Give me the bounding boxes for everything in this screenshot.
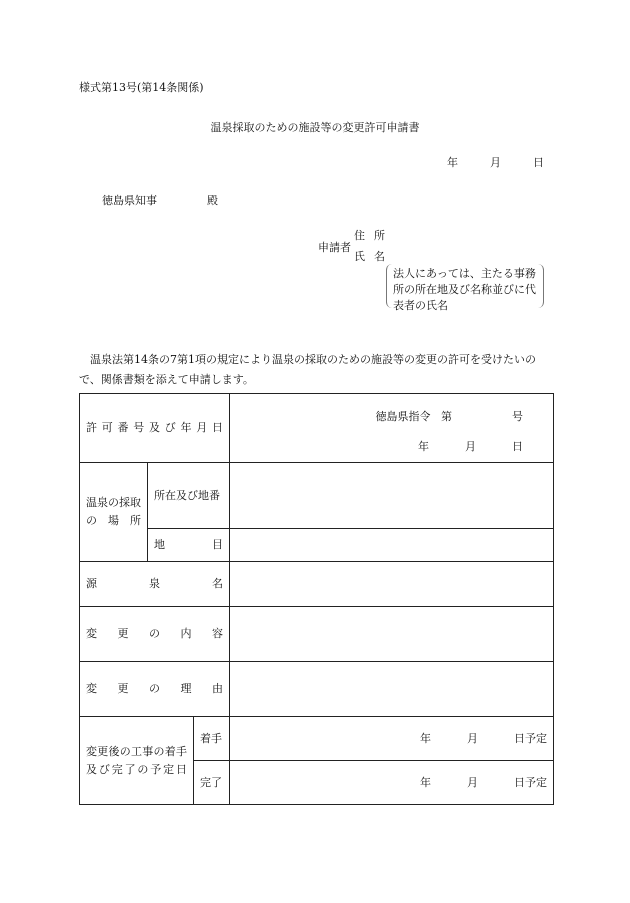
start-year: 年 bbox=[420, 731, 432, 745]
schedule-label-cell bbox=[80, 717, 194, 805]
permit-label: 許可番号及び年月日 bbox=[86, 421, 224, 434]
location-land-label: 地目 bbox=[154, 538, 224, 551]
permit-number-line bbox=[376, 408, 524, 426]
change-label: 変更の内容 bbox=[86, 627, 224, 640]
permit-date-line bbox=[418, 438, 523, 456]
location-address-label: 所在及び地番 bbox=[154, 488, 220, 502]
row-schedule-start bbox=[80, 717, 554, 761]
schedule-label-line2: 及び完了の予定日 bbox=[86, 762, 187, 776]
row-location-land bbox=[80, 529, 554, 562]
row-change bbox=[80, 607, 554, 662]
row-permit bbox=[80, 394, 554, 463]
schedule-end-label-cell bbox=[194, 761, 230, 805]
form-number: 様式第13号(第14条関係) bbox=[79, 81, 204, 94]
schedule-end-value bbox=[230, 761, 554, 805]
start-month: 月 bbox=[467, 731, 479, 745]
row-reason bbox=[80, 662, 554, 717]
permit-day: 日 bbox=[512, 440, 524, 453]
permit-month: 月 bbox=[465, 440, 477, 453]
schedule-label-line1: 変更後の工事の着手 bbox=[86, 744, 187, 758]
application-table bbox=[79, 393, 554, 805]
location-label-line2: の場所 bbox=[86, 514, 141, 527]
permit-label-cell bbox=[80, 394, 230, 463]
body-text: 温泉法第14条の7第1項の規定により温泉の採取のための施設等の変更の許可を受けたいので、関係書類を添えて申請します。 bbox=[79, 353, 536, 386]
start-day: 日予定 bbox=[514, 731, 548, 745]
source-label: 源泉名 bbox=[86, 577, 224, 590]
reason-value bbox=[230, 662, 554, 717]
end-day: 日予定 bbox=[514, 775, 548, 789]
location-land-label-cell bbox=[148, 529, 230, 562]
addressee: 徳島県知事 bbox=[102, 194, 157, 207]
applicant-name-label: 氏名 bbox=[354, 250, 394, 263]
permit-designation: 徳島県指令 bbox=[375, 410, 431, 423]
change-value bbox=[230, 607, 554, 662]
schedule-start-value bbox=[230, 717, 554, 761]
source-value bbox=[230, 562, 554, 607]
reason-label-cell bbox=[80, 662, 230, 717]
row-source bbox=[80, 562, 554, 607]
date-month: 月 bbox=[490, 156, 501, 169]
document-title: 温泉採取のための施設等の変更許可申請書 bbox=[210, 121, 420, 134]
date-line bbox=[447, 157, 544, 168]
applicant-label: 申請者 bbox=[318, 241, 351, 254]
schedule-end-label: 完了 bbox=[200, 775, 222, 789]
end-year: 年 bbox=[420, 775, 432, 789]
schedule-start-label-cell bbox=[194, 717, 230, 761]
schedule-start-label: 着手 bbox=[200, 731, 222, 745]
corporate-note: 法人にあっては、主たる事務所の所在地及び名称並びに代表者の氏名 bbox=[386, 264, 544, 308]
date-day: 日 bbox=[533, 156, 544, 169]
location-label-line1: 温泉の採取 bbox=[86, 496, 141, 509]
reason-label: 変更の理由 bbox=[86, 682, 224, 695]
change-label-cell bbox=[80, 607, 230, 662]
permit-dai: 第 bbox=[441, 410, 453, 423]
permit-go: 号 bbox=[512, 410, 524, 423]
location-address-value bbox=[230, 463, 554, 529]
location-address-label-cell bbox=[148, 463, 230, 529]
permit-value-cell bbox=[230, 394, 554, 463]
row-location-address bbox=[80, 463, 554, 529]
location-label-cell bbox=[80, 463, 148, 562]
honorific: 殿 bbox=[207, 194, 218, 207]
date-year: 年 bbox=[447, 156, 458, 169]
applicant-address-label: 住所 bbox=[354, 229, 394, 242]
permit-year: 年 bbox=[418, 440, 430, 453]
source-label-cell bbox=[80, 562, 230, 607]
location-land-value bbox=[230, 529, 554, 562]
end-month: 月 bbox=[467, 775, 479, 789]
